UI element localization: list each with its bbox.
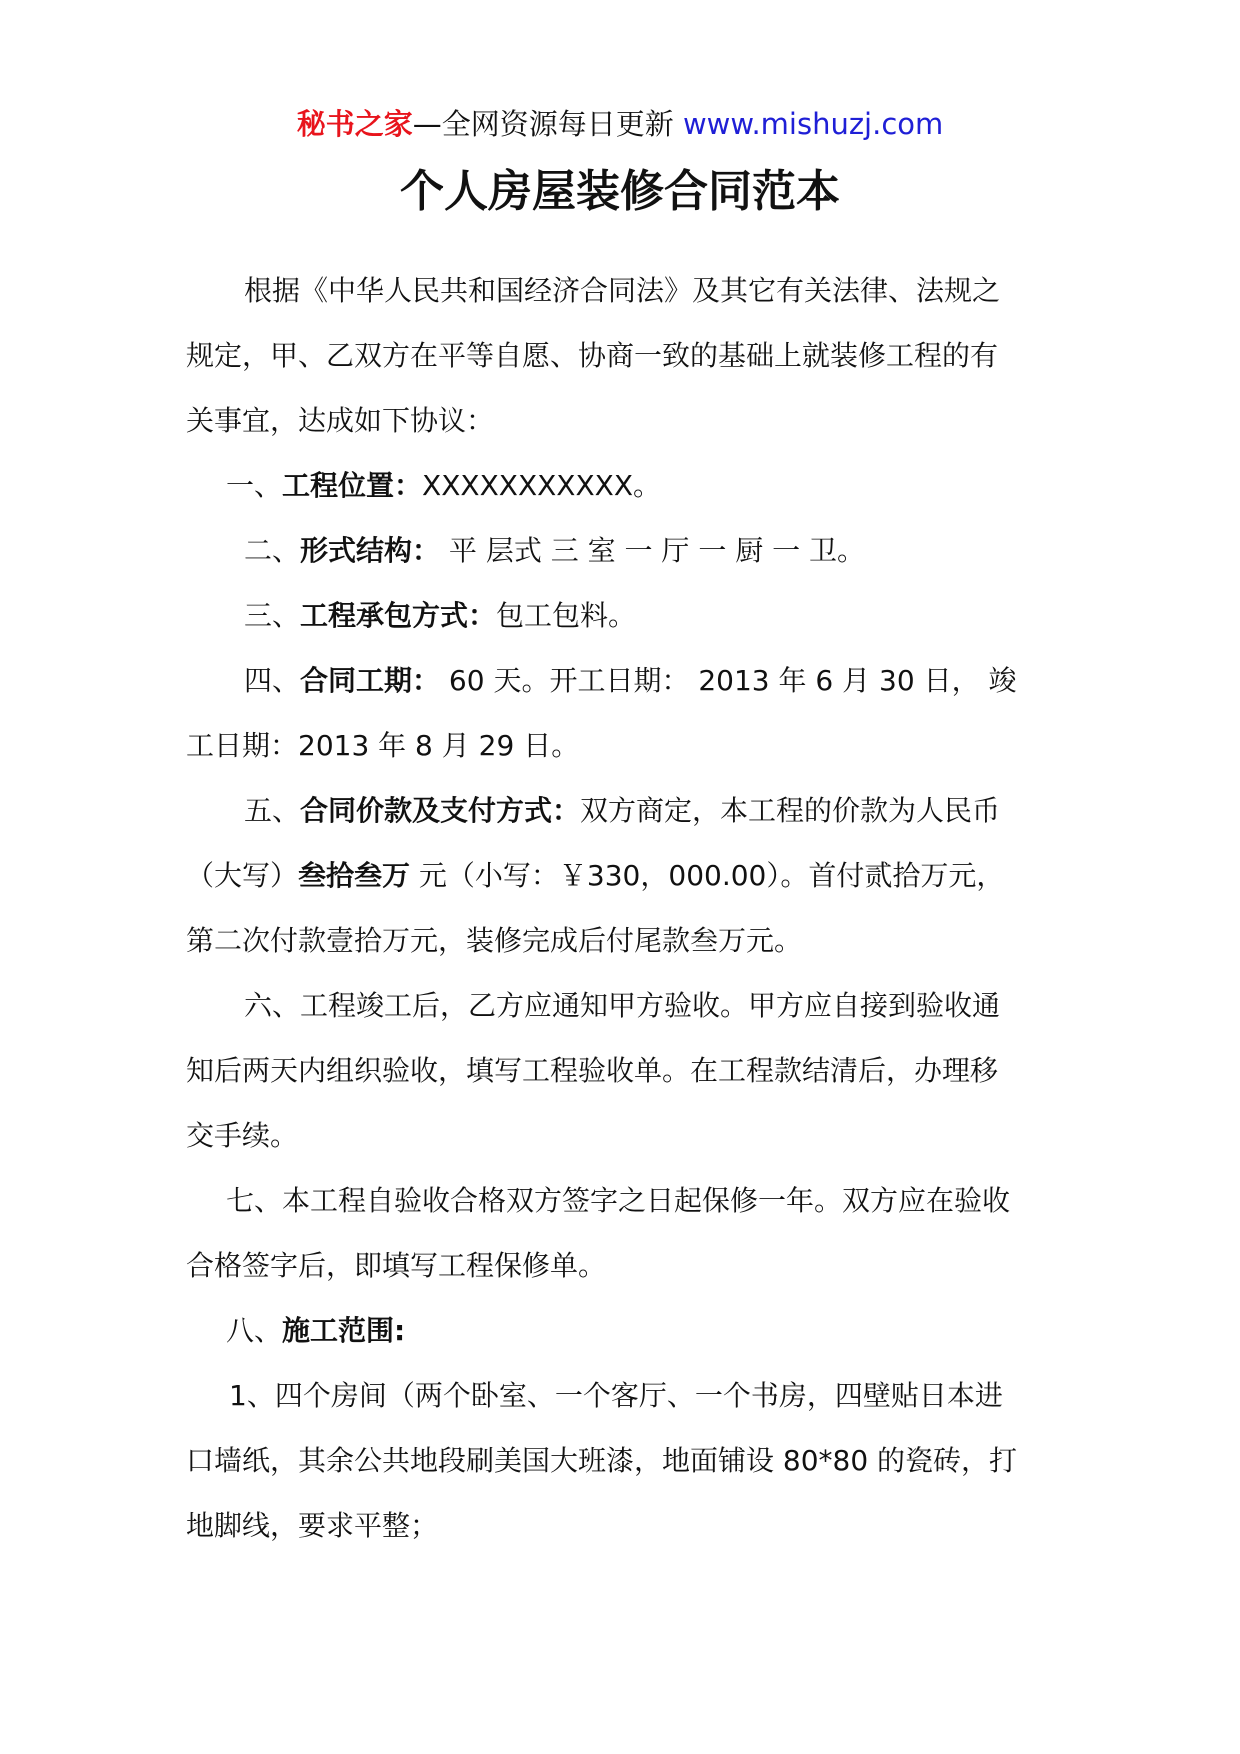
clause-2-number: 二、 [244,534,301,567]
intro-line-3: 关事宜，达成如下协议： [186,404,495,437]
clause-5-value: 双方商定，本工程的价款为人民币 [580,794,1001,827]
clause-4-label: 合同工期： [300,664,441,697]
header-slogan: —全网资源每日更新 [412,107,683,141]
clause-1-number: 一、 [226,469,283,502]
clause-8-number: 八、 [226,1314,283,1347]
clause-6-line-3: 交手续。 [186,1119,299,1152]
clause-3-value: 包工包料。 [496,599,637,632]
clause-6-line-2: 知后两天内组织验收，填写工程验收单。在工程款结清后，办理移 [186,1054,999,1087]
site-header [0,104,1240,144]
clause-5-amount-detail: 元（小写：￥330，000.00）。首付贰拾万元， [410,859,1005,892]
clause-3-label: 工程承包方式： [300,599,497,632]
website-link[interactable]: www.mishuzj.com [682,107,944,141]
clause-1-value: XXXXXXXXXXX。 [422,469,662,502]
clause-5-capital-prefix: （大写） [186,859,299,892]
clause-5-line-1 [186,778,1066,843]
clause-2 [186,518,1066,583]
clause-6-line-1: 六、工程竣工后，乙方应通知甲方验收。甲方应自接到验收通 [244,989,1001,1022]
clause-1-label: 工程位置： [282,469,423,502]
brand-name: 秘书之家 [296,107,413,141]
clause-5-line-3: 第二次付款壹拾万元，装修完成后付尾款叁万元。 [186,924,803,957]
document-body [186,258,1066,1558]
clause-8 [186,1298,1066,1363]
clause-5-number: 五、 [244,794,301,827]
clause-5-capital-amount: 叁拾叁万 [298,859,411,892]
clause-3-number: 三、 [244,599,301,632]
item-1-line-3: 地脚线，要求平整； [186,1509,439,1542]
clause-4-value: 60 天。开工日期： 2013 年 6 月 30 日， 竣 [440,664,1017,697]
clause-5-line-2 [186,843,1066,908]
intro-line-1: 根据《中华人民共和国经济合同法》及其它有关法律、法规之 [244,274,1001,307]
document-title: 个人房屋装修合同范本 [400,166,840,217]
clause-4-line-2: 工日期：2013 年 8 月 29 日。 [186,729,580,762]
clause-2-label: 形式结构： [300,534,441,567]
clause-3 [186,583,1066,648]
clause-5-label: 合同价款及支付方式： [300,794,581,827]
clause-8-label: 施工范围: [282,1314,406,1347]
item-1-line-1: 1、四个房间（两个卧室、一个客厅、一个书房，四壁贴日本进 [229,1379,1003,1412]
clause-7-line-2: 合格签字后，即填写工程保修单。 [186,1249,607,1282]
item-1-line-2: 口墙纸，其余公共地段刷美国大班漆，地面铺设 80*80 的瓷砖，打 [186,1444,1018,1477]
clause-2-value: 平 层式 三 室 一 厅 一 厨 一 卫。 [440,534,866,567]
clause-4-number: 四、 [244,664,301,697]
intro-line-2: 规定，甲、乙双方在平等自愿、协商一致的基础上就装修工程的有 [186,339,999,372]
clause-7-line-1: 七、本工程自验收合格双方签字之日起保修一年。双方应在验收 [226,1184,1011,1217]
clause-4-line-1 [186,648,1066,713]
clause-1 [186,453,1066,518]
